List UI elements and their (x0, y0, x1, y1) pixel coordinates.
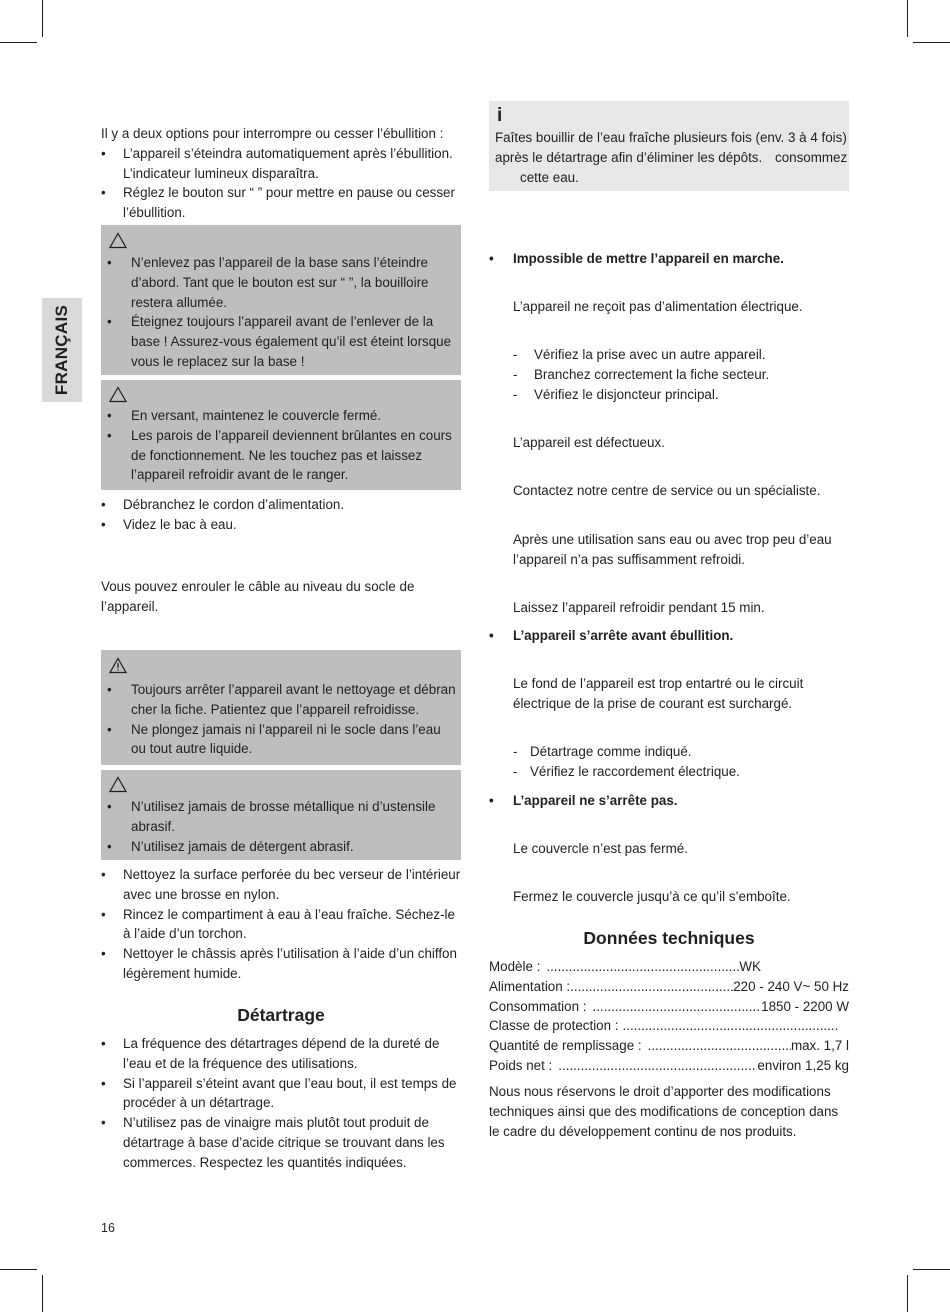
warning-icon (109, 657, 127, 674)
cause-text: Le fond de l’appareil est trop entartré ou le circuit électrique de la prise de courant est surchargé. (513, 676, 804, 711)
warning-item: • N’enlevez pas l’appareil de la base sans l’éteindre d’abord. Tant que le bouton est sur “ ”, la bouilloire restera allumée. (107, 253, 457, 312)
cause-text: L’appareil est défectueux. (513, 435, 665, 450)
cause-text: Après une utilisation sans eau ou avec trop peu d’eau l’appareil n’a pas suffisamment refroidi. (513, 532, 832, 567)
list-item: • Nettoyez la surface perforée du bec verseur de l’intérieur avec une brosse en nylon. (101, 865, 461, 905)
spec-row (489, 1056, 849, 1076)
crop-mark (907, 0, 908, 37)
cause-text: Le couvercle n’est pas fermé. (513, 841, 688, 856)
warning-box-3 (101, 650, 461, 765)
solution-item: - Vérifiez la prise avec un autre appareil. (513, 345, 849, 365)
cause-text: L’appareil ne reçoit pas d’alimentation électrique. (513, 299, 803, 314)
spec-label: Classe de protection : (489, 1018, 619, 1034)
solution-item: - Vérifiez le raccordement électrique. (513, 762, 849, 782)
warning-box-2 (101, 380, 461, 490)
spec-label: Alimentation : (489, 978, 571, 994)
solution-item: - Branchez correctement la fiche secteur. (513, 365, 849, 385)
problem-title: • L’appareil ne s’arrête pas. (489, 791, 849, 811)
list-item: • N’utilisez pas de vinaigre mais plutôt tout produit de détartrage à base d’acide citrique se trouvant dans les commerces. Respectez les quantités indiquées. (101, 1113, 461, 1172)
cable-text: Vous pouvez enrouler le câble au niveau du socle de l’appareil. (101, 579, 415, 614)
info-line: consommez (775, 150, 848, 165)
warning-item: • Éteignez toujours l’appareil avant de l’enlever de la base ! Assurez-vous également qu’il est éteint lorsque vous le replacez sur la base ! (107, 312, 457, 371)
spec-label: Quantité de remplissage : (489, 1038, 642, 1054)
spec-value: 220 - 240 V~ 50 Hz (733, 978, 849, 994)
problem-3 (489, 791, 849, 811)
info-icon: i (497, 105, 503, 126)
spec-row (489, 977, 849, 997)
warning-box-1 (101, 225, 461, 375)
spec-value: 1850 - 2200 W (761, 998, 849, 1014)
spec-row (489, 997, 849, 1017)
problem-title: • Impossible de mettre l’appareil en marche. (489, 249, 849, 269)
spec-label: Modèle : (489, 959, 541, 974)
crop-mark (42, 1275, 43, 1312)
warning-item: • N’utilisez jamais de détergent abrasif. (107, 837, 457, 857)
spec-label: Poids net : (489, 1057, 553, 1073)
crop-mark (42, 0, 43, 37)
warning-icon (109, 386, 127, 403)
descaling-heading: Détartrage (237, 1005, 325, 1025)
warning-icon (109, 776, 127, 793)
problem-2 (489, 626, 849, 646)
list-item: • La fréquence des détartrages dépend de la dureté de l’eau et de la fréquence des utilisations. (101, 1034, 461, 1074)
after-use-list (101, 495, 461, 535)
closing-text: Nous nous réservons le droit d’apporter des modifications techniques ainsi que des modifications de conception dans le cadre du développement continu de nos produits. (489, 1084, 839, 1139)
solution-text: Fermez le couvercle jusqu’à ce qu’il s’emboîte. (513, 889, 791, 904)
info-line: Faîtes bouillir de l’eau fraîche plusieurs fois (env. 3 à 4 fois) (495, 130, 847, 145)
language-tab-label: FRANÇAIS (52, 304, 72, 396)
spec-table (489, 957, 849, 1076)
crop-mark (0, 1269, 37, 1270)
page-number: 16 (101, 1221, 115, 1235)
solution-item: - Détartrage comme indiqué. (513, 742, 849, 762)
warning-item: • Les parois de l’appareil deviennent brûlantes en cours de fonctionnement. Ne les touchez pas et laissez l’appareil refroidir avant de le ranger. (107, 426, 457, 485)
crop-mark (913, 1269, 950, 1270)
spec-row (489, 1016, 849, 1036)
warning-item: • N’utilisez jamais de brosse métallique ni d’ustensile abrasif. (107, 797, 457, 837)
list-item: • Nettoyer le châssis après l’utilisation à l’aide d’un chiffon légèrement humide. (101, 944, 461, 984)
warning-icon (109, 232, 127, 249)
list-item: • Si l’appareil s’éteint avant que l’eau bout, il est temps de procéder à un détartrage. (101, 1074, 461, 1114)
solution-item: - Vérifiez le disjoncteur principal. (513, 385, 849, 405)
crop-mark (913, 42, 950, 43)
descaling-list (101, 1034, 461, 1173)
spec-value: WK (739, 959, 761, 974)
list-item: • Videz le bac à eau. (101, 515, 461, 535)
language-tab (42, 298, 82, 402)
list-item: • Débranchez le cordon d’alimentation. (101, 495, 461, 515)
spec-label: Consommation : (489, 998, 587, 1014)
warning-item: • Toujours arrêter l’appareil avant le nettoyage et débran cher la fiche. Patientez que l’appareil refroidisse. (107, 680, 457, 720)
spec-value: environ 1,25 kg (757, 1057, 849, 1073)
solution-text: Contactez notre centre de service ou un spécialiste. (513, 483, 821, 498)
list-item: • Rincez le compartiment à eau à l’eau fraîche. Séchez-le à l’aide d’un torchon. (101, 905, 461, 945)
info-line: après le détartrage afin d’éliminer les dépôts. (495, 150, 763, 165)
spec-row (489, 1036, 849, 1056)
problem-title: • L’appareil s’arrête avant ébullition. (489, 626, 849, 646)
solution-list (513, 742, 849, 782)
info-box (489, 101, 849, 191)
list-item: • L’appareil s’éteindra automatiquement après l’ébullition. L’indicateur lumineux disparaîtra. (101, 144, 461, 184)
crop-mark (907, 1275, 908, 1312)
solution-text: Laissez l’appareil refroidir pendant 15 min. (513, 600, 765, 615)
intro-text: Il y a deux options pour interrompre ou cesser l’ébullition : (101, 126, 444, 141)
warning-item: • Ne plongez jamais ni l’appareil ni le socle dans l’eau ou tout autre liquide. (107, 720, 457, 760)
solution-list (513, 345, 849, 404)
tech-heading: Données techniques (583, 928, 755, 948)
problem-1 (489, 249, 849, 269)
boiling-intro (101, 124, 461, 223)
spec-row (489, 957, 849, 977)
cleaning-list (101, 865, 461, 984)
spec-value: max. 1,7 l (790, 1038, 849, 1054)
warning-box-4 (101, 770, 461, 860)
warning-item: • En versant, maintenez le couvercle fermé. (107, 406, 457, 426)
info-line: cette eau. (520, 170, 579, 185)
list-item: • Réglez le bouton sur “ ” pour mettre en pause ou cesser l’ébullition. (101, 183, 461, 223)
crop-mark (0, 42, 37, 43)
